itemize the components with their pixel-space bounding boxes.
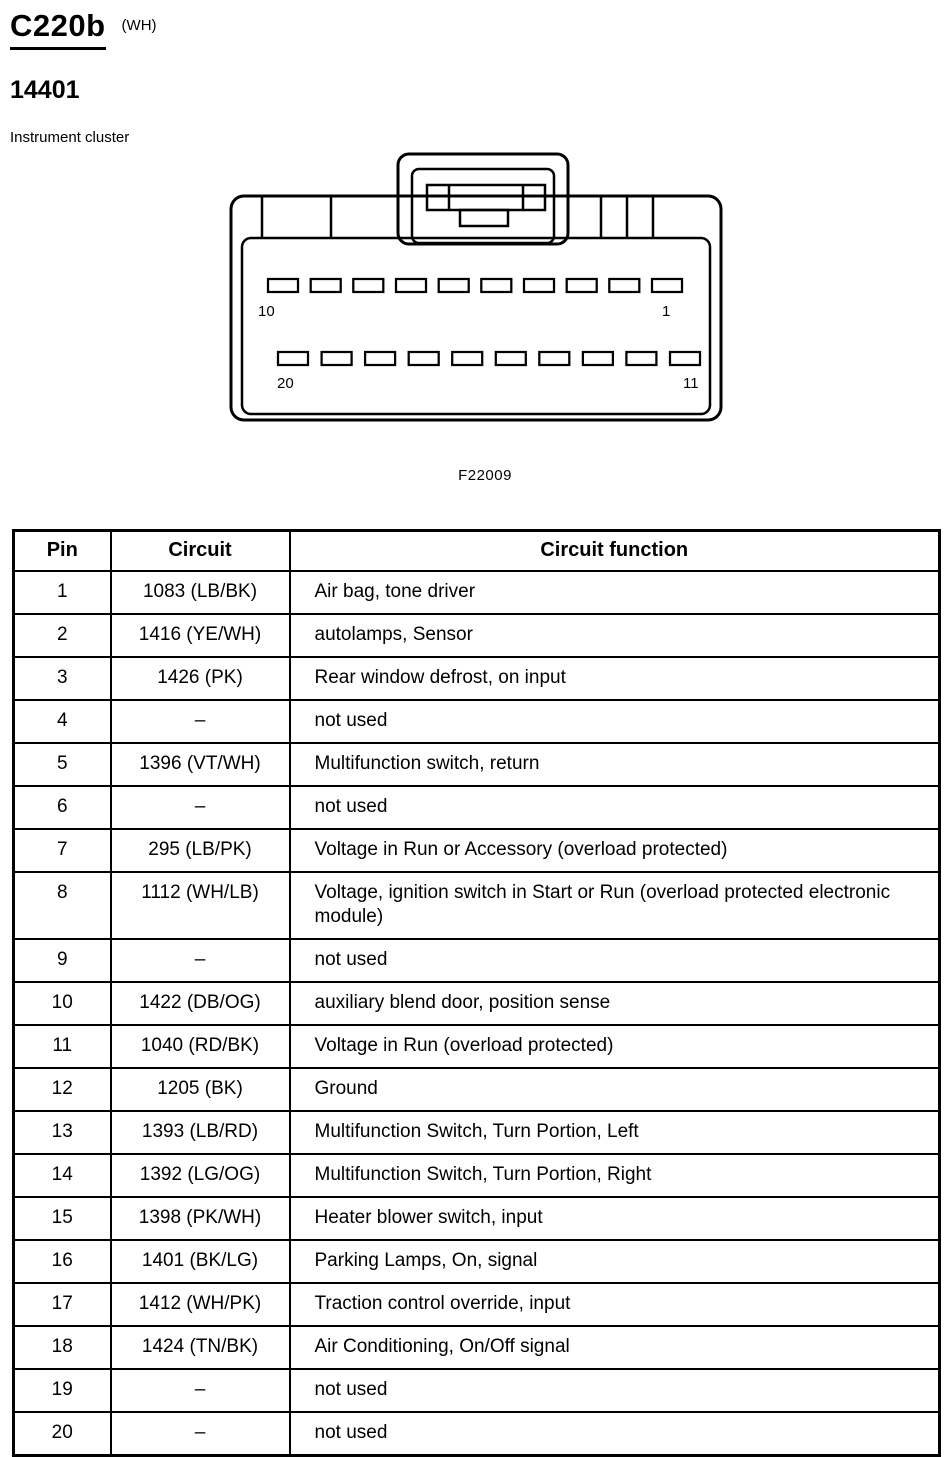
pin-cell: 2 (14, 614, 111, 657)
circuit-cell: 1393 (LB/RD) (111, 1111, 290, 1154)
pin-cell: 14 (14, 1154, 111, 1197)
circuit-cell: 1398 (PK/WH) (111, 1197, 290, 1240)
circuit-cell: 295 (LB/PK) (111, 829, 290, 872)
circuit-function-cell: not used (290, 786, 940, 829)
table-row (14, 571, 940, 614)
circuit-function-cell: Rear window defrost, on input (290, 657, 940, 700)
table-row (14, 1154, 940, 1197)
pin-slot (409, 352, 439, 365)
pin-label-20: 20 (277, 375, 294, 392)
table-row (14, 1197, 940, 1240)
table-row (14, 1326, 940, 1369)
pin-cell: 7 (14, 829, 111, 872)
pin-slot (496, 352, 526, 365)
table-row (14, 1025, 940, 1068)
connector-face-outline (242, 238, 710, 414)
circuit-function-cell: Voltage in Run or Accessory (overload protected) (290, 829, 940, 872)
pinout-table-body (14, 571, 940, 1456)
pin-slot (396, 279, 426, 292)
circuit-cell: 1083 (LB/BK) (111, 571, 290, 614)
pin-slot (567, 279, 597, 292)
pin-cell: 18 (14, 1326, 111, 1369)
circuit-function-cell: auxiliary blend door, position sense (290, 982, 940, 1025)
pin-cell: 11 (14, 1025, 111, 1068)
circuit-function-cell: Voltage, ignition switch in Start or Run (overload protected electronic module) (290, 872, 940, 939)
pin-label-1: 1 (662, 303, 671, 320)
circuit-function-cell: not used (290, 939, 940, 982)
circuit-cell: 1422 (DB/OG) (111, 982, 290, 1025)
circuit-function-cell: Traction control override, input (290, 1283, 940, 1326)
pin-cell: 16 (14, 1240, 111, 1283)
pin-slot (539, 352, 569, 365)
connector-body-outline (231, 196, 721, 420)
pinout-table (12, 529, 941, 1457)
circuit-function-cell: autolamps, Sensor (290, 614, 940, 657)
pin-label-11: 11 (683, 375, 699, 392)
circuit-function-cell: Ground (290, 1068, 940, 1111)
pin-row-bottom (278, 352, 700, 365)
table-row (14, 829, 940, 872)
pin-slot (670, 352, 700, 365)
pin-slot (439, 279, 469, 292)
pin-row-top (268, 279, 682, 292)
pin-slot (609, 279, 639, 292)
pinout-table-header (14, 531, 940, 572)
header-pin: Pin (14, 531, 111, 572)
circuit-cell: 1426 (PK) (111, 657, 290, 700)
connector-tab-outer (398, 154, 568, 244)
circuit-cell: 1112 (WH/LB) (111, 872, 290, 939)
circuit-function-cell: not used (290, 700, 940, 743)
component-name: Instrument cluster (10, 129, 130, 146)
pin-slot (365, 352, 395, 365)
table-row (14, 1240, 940, 1283)
table-row (14, 1283, 940, 1326)
circuit-function-cell: Multifunction switch, return (290, 743, 940, 786)
table-row (14, 743, 940, 786)
circuit-cell: 1392 (LG/OG) (111, 1154, 290, 1197)
table-row (14, 939, 940, 982)
circuit-function-cell: Air Conditioning, On/Off signal (290, 1326, 940, 1369)
table-row (14, 872, 940, 939)
pin-cell: 3 (14, 657, 111, 700)
circuit-cell: 1416 (YE/WH) (111, 614, 290, 657)
circuit-function-cell: Multifunction Switch, Turn Portion, Right (290, 1154, 940, 1197)
connector-id-title: C220b (10, 8, 106, 50)
pin-cell: 1 (14, 571, 111, 614)
circuit-cell: – (111, 700, 290, 743)
pin-cell: 6 (14, 786, 111, 829)
circuit-cell: – (111, 939, 290, 982)
figure-label: F22009 (458, 467, 512, 484)
table-row (14, 700, 940, 743)
table-row (14, 614, 940, 657)
pin-slot (481, 279, 511, 292)
circuit-cell: – (111, 1369, 290, 1412)
table-row (14, 982, 940, 1025)
circuit-cell: – (111, 1412, 290, 1456)
connector-diagram (0, 148, 952, 493)
pin-slot (452, 352, 482, 365)
pin-cell: 20 (14, 1412, 111, 1456)
circuit-function-cell: Voltage in Run (overload protected) (290, 1025, 940, 1068)
pin-cell: 5 (14, 743, 111, 786)
header-circuit-function: Circuit function (290, 531, 940, 572)
table-row (14, 1068, 940, 1111)
pin-slot (583, 352, 613, 365)
pin-cell: 19 (14, 1369, 111, 1412)
part-number: 14401 (10, 76, 80, 104)
circuit-function-cell: Multifunction Switch, Turn Portion, Left (290, 1111, 940, 1154)
circuit-cell: 1205 (BK) (111, 1068, 290, 1111)
pin-cell: 8 (14, 872, 111, 939)
pin-cell: 10 (14, 982, 111, 1025)
circuit-function-cell: not used (290, 1412, 940, 1456)
pin-cell: 4 (14, 700, 111, 743)
table-row (14, 786, 940, 829)
circuit-function-cell: Air bag, tone driver (290, 571, 940, 614)
circuit-function-cell: not used (290, 1369, 940, 1412)
pin-cell: 13 (14, 1111, 111, 1154)
pin-cell: 17 (14, 1283, 111, 1326)
table-row (14, 1111, 940, 1154)
pin-slot (311, 279, 341, 292)
table-row (14, 1369, 940, 1412)
circuit-cell: 1424 (TN/BK) (111, 1326, 290, 1369)
circuit-cell: – (111, 786, 290, 829)
table-row (14, 657, 940, 700)
header-row (14, 531, 940, 572)
circuit-cell: 1040 (RD/BK) (111, 1025, 290, 1068)
table-row (14, 1412, 940, 1456)
connector-color-code: (WH) (121, 17, 157, 34)
pin-slot (652, 279, 682, 292)
circuit-cell: 1401 (BK/LG) (111, 1240, 290, 1283)
pin-cell: 12 (14, 1068, 111, 1111)
pin-cell: 15 (14, 1197, 111, 1240)
pin-slot (322, 352, 352, 365)
pin-slot (353, 279, 383, 292)
pin-slot (278, 352, 308, 365)
circuit-cell: 1412 (WH/PK) (111, 1283, 290, 1326)
circuit-function-cell: Heater blower switch, input (290, 1197, 940, 1240)
header-circuit: Circuit (111, 531, 290, 572)
circuit-cell: 1396 (VT/WH) (111, 743, 290, 786)
circuit-function-cell: Parking Lamps, On, signal (290, 1240, 940, 1283)
connector-latch-block (460, 210, 508, 226)
header (10, 8, 157, 50)
pin-slot (268, 279, 298, 292)
pin-cell: 9 (14, 939, 111, 982)
pin-label-10: 10 (258, 303, 275, 320)
connector-tab-inner (412, 169, 554, 243)
pin-slot (524, 279, 554, 292)
pin-slot (626, 352, 656, 365)
